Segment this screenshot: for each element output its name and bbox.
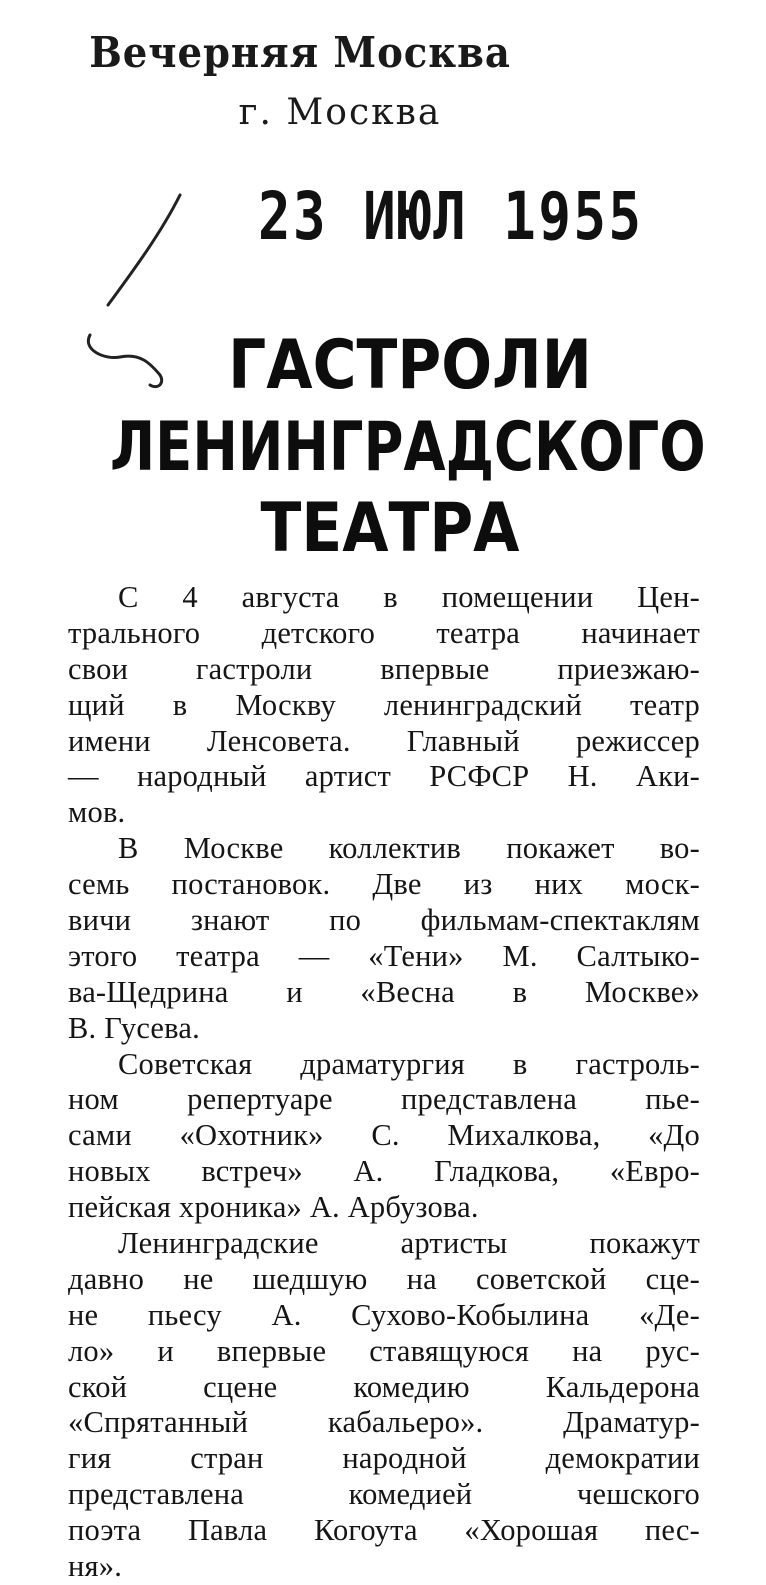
article-line: семь постановок. Две из них моск- [68,867,700,902]
article-line: трального детского театра начинает [68,615,700,650]
article-line: щий в Москву ленинградский театр [68,687,700,722]
article-line: ской сцене комедию Кальдерона [68,1369,700,1404]
article-line: имени Ленсовета. Главный режиссер [68,723,700,758]
newspaper-name-stamp: Вечерняя Москва [89,28,511,77]
headline-line-1: ГАСТРОЛИ [228,326,592,405]
article-line: ло» и впервые ставящуюся на рус- [68,1333,700,1368]
article-line: сами «Охотник» С. Михалкова, «До [68,1118,700,1153]
article-line: ном репертуаре представлена пье- [68,1082,700,1117]
article-line: мов. [68,795,126,830]
article-line: Ленинградские артисты покажут [118,1226,700,1261]
article-body [68,580,700,1585]
article-line: Советская драматургия в гастроль- [118,1046,700,1081]
article-line: давно не шедшую на советской сце- [68,1261,700,1296]
headline-line-2: ЛЕНИНГРАДСКОГО [110,408,706,487]
article-line: С 4 августа в помещении Цен- [118,580,700,614]
date-stamp: 23 ИЮЛ 1955 [258,178,644,255]
article-line: «Спрятанный кабальеро». Драматур- [68,1405,700,1440]
article-line: вичи знают по фильмам-спектаклям [68,903,700,938]
article-line: поэта Павла Когоута «Хорошая пес- [68,1513,700,1548]
article-line: В Москве коллектив покажет во- [118,831,700,866]
article-line: — народный артист РСФСР Н. Аки- [68,759,700,794]
article-line: гия стран народной демократии [68,1441,700,1476]
headline-line-3: ТЕАТРА [260,489,520,568]
article-line: В. Гусева. [68,1010,200,1045]
city-stamp: г. Москва [238,92,442,133]
article-line: этого театра — «Тени» М. Салтыко- [68,938,700,973]
article-line: представлена комедией чешского [68,1477,700,1512]
article-line: ня». [68,1549,123,1584]
article-line: не пьесу А. Сухово-Кобылина «Де- [68,1297,700,1332]
article-line: ва-Щедрина и «Весна в Москве» [68,974,700,1009]
article-line: пейская хроника» А. Арбузова. [68,1190,479,1225]
article-line: свои гастроли впервые приезжаю- [68,651,700,686]
article-line: новых встреч» А. Гладкова, «Евро- [68,1154,700,1189]
